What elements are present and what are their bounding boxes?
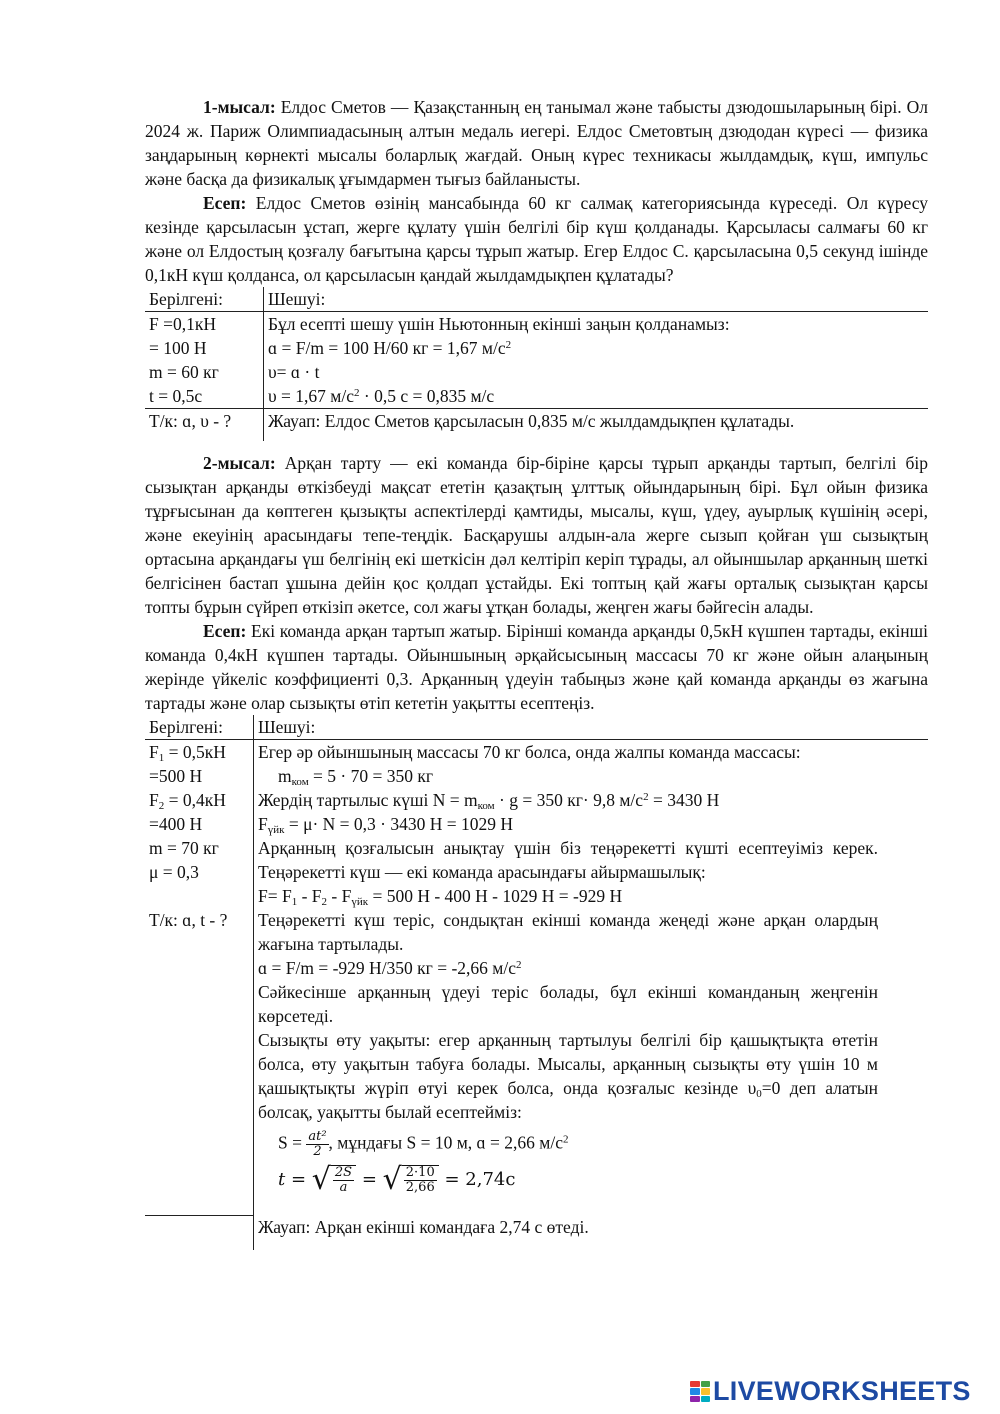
- given-header: Берілгені:: [145, 287, 264, 312]
- find-line: Т/к: ɑ, υ - ?: [145, 409, 264, 442]
- answer-line: Жауап: Арқан екінші командаға 2,74 с өтеді.: [258, 1217, 589, 1237]
- logo-square: [701, 1381, 711, 1388]
- example2-heading: 2-мысал:: [203, 453, 276, 473]
- formula-distance: S = $\frac{\text{at²}}{2}$ , мұндағы S = 10 м, ɑ = 2,66 $м/с^2$: [278, 1129, 569, 1159]
- logo-square: [690, 1381, 700, 1388]
- example2-table: [145, 715, 928, 1250]
- logo-square: [701, 1388, 711, 1395]
- example1-task: Есеп: Елдос Сметов өзінің мансабында 60 кг салмақ категориясында күреседі. Ол күресу кезінде қарсыласын ұстап, жерге құлату үшін белгілі бір күш қолданады. Қарсыласы салмағы 60 кг және ол Елдостың қозғалу бағытына қарсы тұрып жатыр. Егер Елдос С. қарсыласына 0,5 секунд ішінде 0,1кН күш қолданса, ол қарсыласын қандай жылдамдықпен құлатады?: [145, 193, 928, 285]
- logo-square: [701, 1396, 711, 1403]
- example2-task: Есеп: Екі команда арқан тартып жатыр. Бірінші команда арқанды 0,5кН күшпен тартады, екінші команда 0,4кН күшпен тартады. Ойыншының әрқайсысының массасы 70 кг және ойын алаңының жерінде үйкеліс коэффициенті 0,3. Арқанның үдеуін табыңыз және қай команда арқанды өз жағына тартады және олар сызықты өтіп кететін уақытты есептеңіз.: [145, 621, 928, 713]
- example2-task-label: Есеп:: [203, 621, 247, 641]
- example1-table: [145, 287, 928, 441]
- solution-steps: Егер әр ойыншының массасы 70 кг болса, онда жалпы команда массасы: $m_{ком} = 5 \cdot 70 = 350$ кг Жердің тартылыс күші $N = m_{ком} \cdot g = 350$ кг· 9,8 $м/с^2 = 3430$ Н $F_{үйк} = \mu\cdot N = 0,3 \cdot 3430$ Н = 1029 Н Арқанның қозғалысын анықтау үшін біз теңәрекетті күшті есептеуіміз керек. Теңәрекетті күш — екі команда арасындағы айырмашылық: $F= F_1 - F_2 - F_{үйк} = 500$ Н - 400 Н - 1029 Н = -929 Н Теңәрекетті күш теріс, сондықтан екінші команда жеңеді және арқан олардың жағына тартылады. ɑ = F/m = -929 Н/350 кг = -2,66 $м/с^2$ Сәйкесінше арқанның үдеуі теріс болады, бұл екінші команданың жеңгенін көрсетеді. Сызықты өту уақыты: егер арқанның тартылуы белгілі бір қашықтықта өтетін болса, өту уақытын табуға болады. Мысалы, арқанның сызықты өту үшін 10 м қашықтықты жүріп өтуі керек болса, онда қозғалыс кезінде $\upsilon_0=0$ деп алатын болсақ, уақытты былай есептейміз: S = $\frac{\text{at²}}{2}$ , мұндағы S = 10 м, ɑ = 2,66 $м/с^2$ t = √ $\frac{2S}{a}$ = √ $\frac{2\cdot 10}{2,66}$ = 2,74с: [258, 742, 878, 1197]
- find-line: Т/к: ɑ, t - ?: [149, 910, 228, 930]
- solution-steps: Бұл есепті шешу үшін Ньютонның екінші заңын қолданамыз: ɑ = F/m = 100 Н/60 кг = 1,67 $м/с^2$ υ= ɑ · t υ = 1,67 $м/с^2 \cdot 0,5$ с = 0,835 м/с: [268, 314, 730, 406]
- logo-text: LIVEWORKSHEETS: [713, 1376, 971, 1406]
- worksheet-page: [145, 95, 928, 1250]
- logo-square: [690, 1396, 700, 1403]
- given-list: F =0,1кН = 100 Н m = 60 кг t = 0,5с: [145, 312, 264, 409]
- example2-intro: 2-мысал: Арқан тарту — екі команда бір-біріне қарсы тұрып арқанды тартып, белгілі бір сызықтан арқанды өткізбеуді мақсат ететін қазақтың ұлттық ойындарының бірі. Бұл ойын физика тұрғысынан да көптеген қызықты аспектілерді қамтиды, мысалы, күш, үдеу, ауырлық күшінің әсері, және екеуінің арасындағы тепе-теңдік. Басқарушы алдын-ала жерге сызып қойған үш сызықтың ортасына арқандағы үш белгінің екі шеткісін дәл келтіріп керіп тұрады, ал ойыншылар арқанның шеткі белгісінен бастап ұшына дейін қос қолдап ұстайды. Екі топтың қай жағы орталық сызықтан қарсы топты бұрын сүйреп өткізіп әкетсе, сол жағы ұтқан болады, жеңген жағы бәйгесін алады.: [145, 453, 928, 617]
- given-list: $F_1 = 0,5кН$ =500 Н $F_2 = 0,4кН$ =400 Н m = 70 кг μ = 0,3 Т/к: ɑ, t - ?: [145, 740, 254, 1216]
- logo-square: [690, 1388, 700, 1395]
- liveworksheets-logo: [690, 1376, 971, 1407]
- logo-icon: [690, 1381, 710, 1403]
- example1-heading: 1-мысал:: [203, 97, 276, 117]
- solution-header: Шешуі:: [264, 287, 929, 312]
- answer-line: Жауап: Елдос Сметов қарсыласын 0,835 м/с жылдамдықпен құлатады.: [264, 409, 929, 442]
- solution-header: Шешуі:: [254, 715, 929, 740]
- given-header: Берілгені:: [145, 715, 254, 740]
- formula-time: t = √ $\frac{2S}{a}$ = √ $\frac{2\cdot 10}{2,66}$ = 2,74с: [278, 1162, 516, 1197]
- example1-intro: 1-мысал: Елдос Сметов — Қазақстанның ең танымал және табысты дзюдошыларының бірі. Ол 2024 ж. Париж Олимпиадасының алтын медаль иегері. Елдос Сметовтың дзюдодан күресі — физика заңдарының көрнекті мысалы боларлық жағдай. Оның күрес техникасы жылдамдық, күш, импульс және басқа да физикалық ұғымдармен тығыз байланысты.: [145, 97, 928, 189]
- example1-task-label: Есеп:: [203, 193, 247, 213]
